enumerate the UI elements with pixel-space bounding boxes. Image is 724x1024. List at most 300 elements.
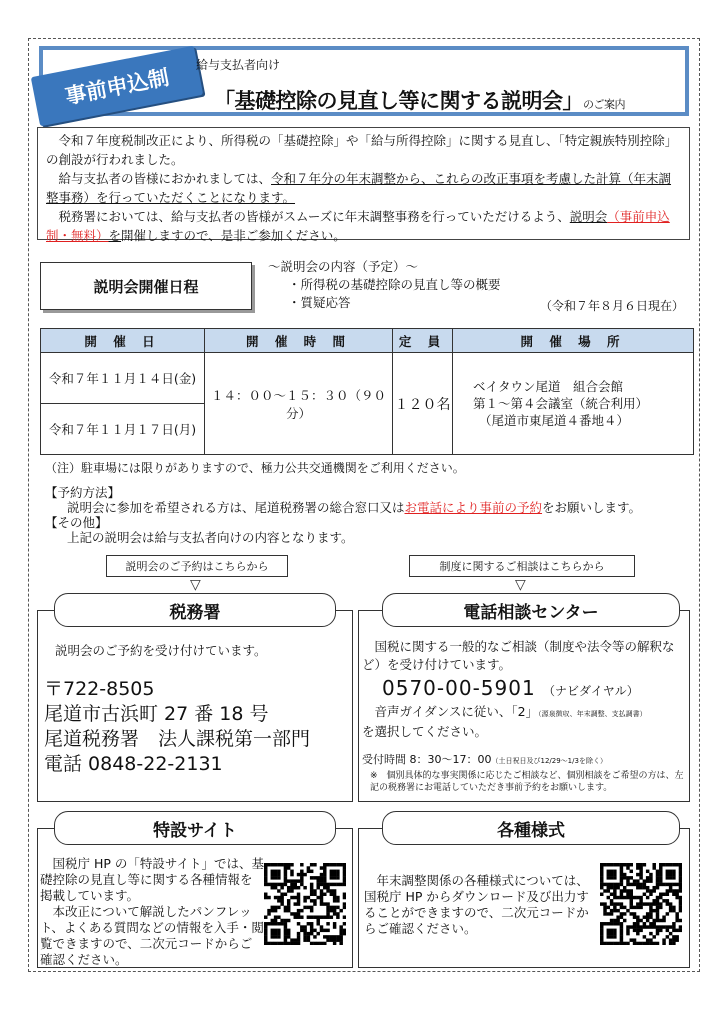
qr-module bbox=[656, 886, 659, 889]
qr-module bbox=[316, 942, 319, 945]
qr-module bbox=[649, 906, 652, 909]
qr-module bbox=[620, 863, 623, 866]
qr-module bbox=[333, 909, 336, 912]
qr-module bbox=[323, 893, 326, 896]
qr-module bbox=[323, 866, 326, 869]
qr-module bbox=[630, 912, 633, 915]
special-site-text: 国税庁 HP の「特設サイト」では、基礎控除の見直し等に関する各種情報を掲載しています。 本改正について解説したパンフレット、よくある質問などの情報を入手・閲覧できますので、二次元コードからご確認ください。 bbox=[40, 856, 265, 967]
qr-module bbox=[669, 873, 672, 876]
qr-module bbox=[623, 896, 626, 899]
qr-module bbox=[679, 906, 682, 909]
qr-module bbox=[616, 883, 619, 886]
qr-module bbox=[620, 866, 623, 869]
qr-module bbox=[646, 896, 649, 899]
qr-module bbox=[636, 873, 639, 876]
qr-module bbox=[639, 876, 642, 879]
qr-module bbox=[336, 876, 339, 879]
qr-module bbox=[616, 922, 619, 925]
qr-module bbox=[294, 879, 297, 882]
qr-module bbox=[639, 919, 642, 922]
forms-text: 年末調整関係の各種様式については、国税庁 HP からダウンロード及び出力することができますので、二次元コードからご確認ください。 bbox=[364, 873, 589, 936]
qr-module bbox=[310, 929, 313, 932]
qr-module bbox=[323, 863, 326, 866]
qr-module bbox=[320, 879, 323, 882]
qr-module bbox=[613, 883, 616, 886]
qr-module bbox=[271, 909, 274, 912]
qr-module bbox=[343, 866, 346, 869]
seminar-content bbox=[268, 258, 501, 312]
qr-module bbox=[264, 896, 267, 899]
qr-module bbox=[656, 912, 659, 915]
qr-module bbox=[336, 883, 339, 886]
qr-module bbox=[623, 942, 626, 945]
qr-module bbox=[284, 873, 287, 876]
qr-module bbox=[656, 902, 659, 905]
qr-module bbox=[613, 935, 616, 938]
qr-module bbox=[669, 876, 672, 879]
qr-module bbox=[336, 906, 339, 909]
qr-module bbox=[656, 915, 659, 918]
qr-module bbox=[659, 893, 662, 896]
qr-module bbox=[669, 902, 672, 905]
qr-module bbox=[616, 942, 619, 945]
qr-module bbox=[290, 873, 293, 876]
qr-module bbox=[633, 929, 636, 932]
qr-module bbox=[316, 922, 319, 925]
qr-module bbox=[656, 906, 659, 909]
qr-module bbox=[620, 873, 623, 876]
qr-module bbox=[659, 879, 662, 882]
qr-module bbox=[300, 909, 303, 912]
qr-module bbox=[666, 870, 669, 873]
call-center-phone: 0570-00-5901 bbox=[382, 676, 536, 700]
qr-module bbox=[307, 866, 310, 869]
qr-module bbox=[343, 883, 346, 886]
qr-module bbox=[330, 863, 333, 866]
qr-module bbox=[600, 866, 603, 869]
qr-module bbox=[264, 915, 267, 918]
qr-module bbox=[620, 906, 623, 909]
qr-module bbox=[630, 863, 633, 866]
qr-module bbox=[336, 935, 339, 938]
chevron-down-icon: ▽ bbox=[190, 577, 201, 593]
qr-module bbox=[297, 912, 300, 915]
qr-module bbox=[284, 879, 287, 882]
qr-module bbox=[636, 932, 639, 935]
qr-module bbox=[646, 915, 649, 918]
as-of-date: （令和７年８月６日現在） bbox=[539, 299, 684, 313]
qr-module bbox=[343, 870, 346, 873]
qr-module bbox=[264, 942, 267, 945]
qr-module bbox=[284, 942, 287, 945]
qr-module bbox=[330, 909, 333, 912]
qr-module bbox=[646, 870, 649, 873]
qr-module bbox=[679, 879, 682, 882]
qr-module bbox=[626, 866, 629, 869]
qr-module bbox=[343, 915, 346, 918]
qr-module bbox=[679, 889, 682, 892]
qr-module bbox=[613, 902, 616, 905]
qr-module bbox=[633, 883, 636, 886]
qr-module bbox=[330, 876, 333, 879]
qr-module bbox=[672, 863, 675, 866]
qr-module bbox=[616, 909, 619, 912]
qr-module bbox=[316, 915, 319, 918]
qr-module bbox=[679, 873, 682, 876]
parking-note: （注）駐車場には限りがありますので、極力公共交通機関をご利用ください。 bbox=[45, 461, 465, 475]
qr-module bbox=[639, 942, 642, 945]
qr-module bbox=[343, 902, 346, 905]
qr-module bbox=[297, 935, 300, 938]
qr-module bbox=[613, 870, 616, 873]
qr-module bbox=[310, 915, 313, 918]
qr-module bbox=[264, 925, 267, 928]
qr-module bbox=[313, 915, 316, 918]
qr-module bbox=[316, 876, 319, 879]
qr-module bbox=[271, 870, 274, 873]
qr-module bbox=[623, 863, 626, 866]
qr-module bbox=[639, 896, 642, 899]
qr-module bbox=[290, 938, 293, 941]
qr-module bbox=[616, 886, 619, 889]
qr-module bbox=[649, 938, 652, 941]
qr-module bbox=[643, 902, 646, 905]
qr-module bbox=[290, 912, 293, 915]
qr-module bbox=[607, 886, 610, 889]
qr-module bbox=[607, 873, 610, 876]
qr-module bbox=[600, 870, 603, 873]
qr-module bbox=[636, 863, 639, 866]
qr-module bbox=[620, 896, 623, 899]
qr-module bbox=[672, 876, 675, 879]
qr-module bbox=[339, 925, 342, 928]
qr-module bbox=[666, 935, 669, 938]
qr-module bbox=[264, 932, 267, 935]
qr-module bbox=[303, 925, 306, 928]
tax-office-text: 説明会のご予約を受け付けています。 bbox=[55, 643, 267, 658]
qr-module bbox=[636, 922, 639, 925]
qr-module bbox=[649, 922, 652, 925]
qr-module bbox=[600, 876, 603, 879]
qr-module bbox=[620, 912, 623, 915]
qr-module bbox=[626, 925, 629, 928]
qr-module bbox=[679, 909, 682, 912]
time-cell: １４：００～１５：３０（９０分） bbox=[205, 353, 393, 455]
qr-module bbox=[297, 922, 300, 925]
qr-module bbox=[607, 912, 610, 915]
qr-module bbox=[607, 870, 610, 873]
header-date: 開 催 日 bbox=[41, 329, 205, 353]
qr-module bbox=[277, 929, 280, 932]
qr-module bbox=[600, 902, 603, 905]
qr-module bbox=[343, 879, 346, 882]
qr-module bbox=[643, 893, 646, 896]
qr-module bbox=[294, 902, 297, 905]
qr-module bbox=[662, 883, 665, 886]
qr-module bbox=[303, 899, 306, 902]
qr-module bbox=[649, 909, 652, 912]
qr-module bbox=[600, 938, 603, 941]
qr-module bbox=[336, 863, 339, 866]
qr-module bbox=[679, 863, 682, 866]
qr-module bbox=[294, 883, 297, 886]
consultation-tag: 制度に関するご相談はこちらから bbox=[409, 555, 635, 577]
qr-module bbox=[616, 919, 619, 922]
qr-module bbox=[600, 942, 603, 945]
qr-module bbox=[284, 883, 287, 886]
qr-module bbox=[339, 932, 342, 935]
qr-module bbox=[280, 919, 283, 922]
forms-title: 各種様式 bbox=[382, 811, 680, 845]
qr-module bbox=[330, 889, 333, 892]
qr-module bbox=[610, 912, 613, 915]
qr-module bbox=[636, 929, 639, 932]
qr-module bbox=[336, 896, 339, 899]
qr-module bbox=[656, 896, 659, 899]
qr-module bbox=[339, 883, 342, 886]
qr-module bbox=[643, 922, 646, 925]
qr-module bbox=[330, 938, 333, 941]
qr-module bbox=[310, 932, 313, 935]
qr-module bbox=[320, 876, 323, 879]
qr-module bbox=[284, 870, 287, 873]
qr-module bbox=[643, 879, 646, 882]
qr-module bbox=[333, 938, 336, 941]
qr-module bbox=[652, 866, 655, 869]
qr-module bbox=[633, 938, 636, 941]
qr-module bbox=[277, 896, 280, 899]
header-capacity: 定 員 bbox=[393, 329, 453, 353]
qr-module bbox=[271, 873, 274, 876]
qr-module bbox=[333, 906, 336, 909]
qr-module bbox=[339, 938, 342, 941]
qr-module bbox=[297, 902, 300, 905]
qr-module bbox=[274, 883, 277, 886]
qr-module bbox=[274, 922, 277, 925]
qr-module bbox=[313, 876, 316, 879]
qr-module bbox=[264, 866, 267, 869]
pre-registration-ribbon: 事前申込制 bbox=[31, 46, 203, 127]
qr-module bbox=[656, 883, 659, 886]
qr-module bbox=[626, 942, 629, 945]
qr-module bbox=[336, 870, 339, 873]
qr-module bbox=[652, 863, 655, 866]
qr-module bbox=[303, 906, 306, 909]
qr-module bbox=[616, 915, 619, 918]
qr-module bbox=[313, 929, 316, 932]
qr-module bbox=[633, 879, 636, 882]
qr-module bbox=[333, 942, 336, 945]
qr-module bbox=[652, 942, 655, 945]
qr-module bbox=[675, 889, 678, 892]
qr-module bbox=[603, 883, 606, 886]
qr-module bbox=[620, 883, 623, 886]
qr-module bbox=[330, 883, 333, 886]
qr-module bbox=[672, 883, 675, 886]
qr-module bbox=[672, 873, 675, 876]
qr-module bbox=[600, 922, 603, 925]
qr-module bbox=[659, 919, 662, 922]
qr-module bbox=[336, 938, 339, 941]
qr-module bbox=[610, 886, 613, 889]
qr-module bbox=[313, 935, 316, 938]
qr-module bbox=[300, 879, 303, 882]
qr-module bbox=[274, 873, 277, 876]
qr-module bbox=[662, 938, 665, 941]
qr-module bbox=[294, 942, 297, 945]
qr-module bbox=[294, 915, 297, 918]
qr-module bbox=[636, 902, 639, 905]
qr-module bbox=[271, 886, 274, 889]
qr-module bbox=[669, 883, 672, 886]
qr-module bbox=[675, 896, 678, 899]
qr-module bbox=[666, 902, 669, 905]
qr-module bbox=[271, 935, 274, 938]
qr-module bbox=[277, 873, 280, 876]
qr-module bbox=[623, 906, 626, 909]
qr-module bbox=[284, 932, 287, 935]
qr-module bbox=[646, 925, 649, 928]
qr-module bbox=[320, 942, 323, 945]
qr-module bbox=[277, 935, 280, 938]
qr-module bbox=[264, 922, 267, 925]
qr-code-special-site[interactable] bbox=[264, 863, 346, 945]
qr-module bbox=[679, 886, 682, 889]
qr-module bbox=[666, 889, 669, 892]
qr-module bbox=[613, 886, 616, 889]
qr-module bbox=[623, 873, 626, 876]
qr-module bbox=[274, 935, 277, 938]
qr-module bbox=[636, 866, 639, 869]
qr-module bbox=[274, 876, 277, 879]
qr-module bbox=[620, 922, 623, 925]
qr-module bbox=[607, 929, 610, 932]
qr-module bbox=[297, 909, 300, 912]
qr-module bbox=[320, 899, 323, 902]
qr-module bbox=[630, 938, 633, 941]
qr-module bbox=[267, 896, 270, 899]
qr-module bbox=[613, 896, 616, 899]
qr-module bbox=[649, 925, 652, 928]
qr-module bbox=[310, 876, 313, 879]
qr-code-forms[interactable] bbox=[600, 863, 682, 945]
qr-module bbox=[287, 906, 290, 909]
qr-module bbox=[343, 863, 346, 866]
qr-module bbox=[310, 899, 313, 902]
qr-module bbox=[336, 915, 339, 918]
qr-module bbox=[603, 909, 606, 912]
qr-module bbox=[300, 929, 303, 932]
call-center-body: 国税に関する一般的なご相談（制度や法令等の解釈など）を受け付けています。 0570-00-5901 （ナビダイヤル） 音声ガイダンスに従い、「2」（源泉徴収、年末調整、支払調書） を選択してください。 受付時間 8：30～17：00（土日祝日及び12/29～1/3を除く） ※ 個別具体的な事実関係に応じたご相談など、個別相談をご希望の方は、左記の税務署にお電話していただき事前予約をお願いします。 bbox=[362, 639, 684, 793]
qr-module bbox=[649, 879, 652, 882]
qr-module bbox=[320, 915, 323, 918]
qr-module bbox=[679, 883, 682, 886]
qr-module bbox=[652, 935, 655, 938]
venue-cell: ベイタウン尾道 組合会館 第１～第４会議室（統合利用） （尾道市東尾道４番地４） bbox=[453, 353, 694, 455]
qr-module bbox=[300, 870, 303, 873]
qr-module bbox=[649, 942, 652, 945]
qr-module bbox=[649, 912, 652, 915]
qr-module bbox=[316, 919, 319, 922]
qr-module bbox=[666, 863, 669, 866]
qr-module bbox=[333, 893, 336, 896]
qr-module bbox=[633, 942, 636, 945]
qr-module bbox=[297, 879, 300, 882]
qr-module bbox=[264, 938, 267, 941]
qr-module bbox=[607, 935, 610, 938]
qr-module bbox=[343, 906, 346, 909]
qr-module bbox=[646, 902, 649, 905]
qr-module bbox=[630, 876, 633, 879]
qr-module bbox=[284, 935, 287, 938]
qr-module bbox=[646, 912, 649, 915]
qr-module bbox=[303, 873, 306, 876]
qr-module bbox=[656, 873, 659, 876]
qr-module bbox=[633, 912, 636, 915]
qr-module bbox=[316, 896, 319, 899]
qr-module bbox=[277, 876, 280, 879]
qr-module bbox=[297, 896, 300, 899]
qr-module bbox=[323, 886, 326, 889]
qr-module bbox=[633, 896, 636, 899]
qr-module bbox=[639, 929, 642, 932]
qr-module bbox=[679, 929, 682, 932]
qr-module bbox=[287, 935, 290, 938]
qr-module bbox=[264, 893, 267, 896]
intro-box bbox=[37, 127, 690, 243]
qr-module bbox=[320, 902, 323, 905]
qr-module bbox=[307, 870, 310, 873]
qr-module bbox=[613, 929, 616, 932]
qr-module bbox=[607, 883, 610, 886]
qr-module bbox=[610, 922, 613, 925]
qr-module bbox=[284, 922, 287, 925]
qr-module bbox=[610, 870, 613, 873]
qr-module bbox=[620, 870, 623, 873]
qr-module bbox=[316, 932, 319, 935]
qr-module bbox=[636, 896, 639, 899]
qr-module bbox=[316, 879, 319, 882]
qr-module bbox=[630, 899, 633, 902]
qr-module bbox=[610, 935, 613, 938]
qr-module bbox=[284, 893, 287, 896]
qr-module bbox=[274, 909, 277, 912]
qr-module bbox=[600, 886, 603, 889]
qr-module bbox=[656, 879, 659, 882]
qr-module bbox=[639, 906, 642, 909]
qr-module bbox=[662, 893, 665, 896]
qr-module bbox=[284, 866, 287, 869]
qr-module bbox=[264, 876, 267, 879]
qr-module bbox=[643, 883, 646, 886]
qr-module bbox=[610, 863, 613, 866]
qr-module bbox=[326, 906, 329, 909]
qr-module bbox=[339, 929, 342, 932]
qr-module bbox=[300, 883, 303, 886]
qr-module bbox=[284, 863, 287, 866]
qr-module bbox=[339, 909, 342, 912]
qr-module bbox=[330, 893, 333, 896]
qr-module bbox=[620, 902, 623, 905]
qr-module bbox=[652, 899, 655, 902]
qr-module bbox=[326, 886, 329, 889]
qr-module bbox=[646, 879, 649, 882]
qr-module bbox=[271, 922, 274, 925]
qr-module bbox=[277, 899, 280, 902]
qr-module bbox=[630, 893, 633, 896]
qr-module bbox=[339, 935, 342, 938]
qr-module bbox=[294, 886, 297, 889]
